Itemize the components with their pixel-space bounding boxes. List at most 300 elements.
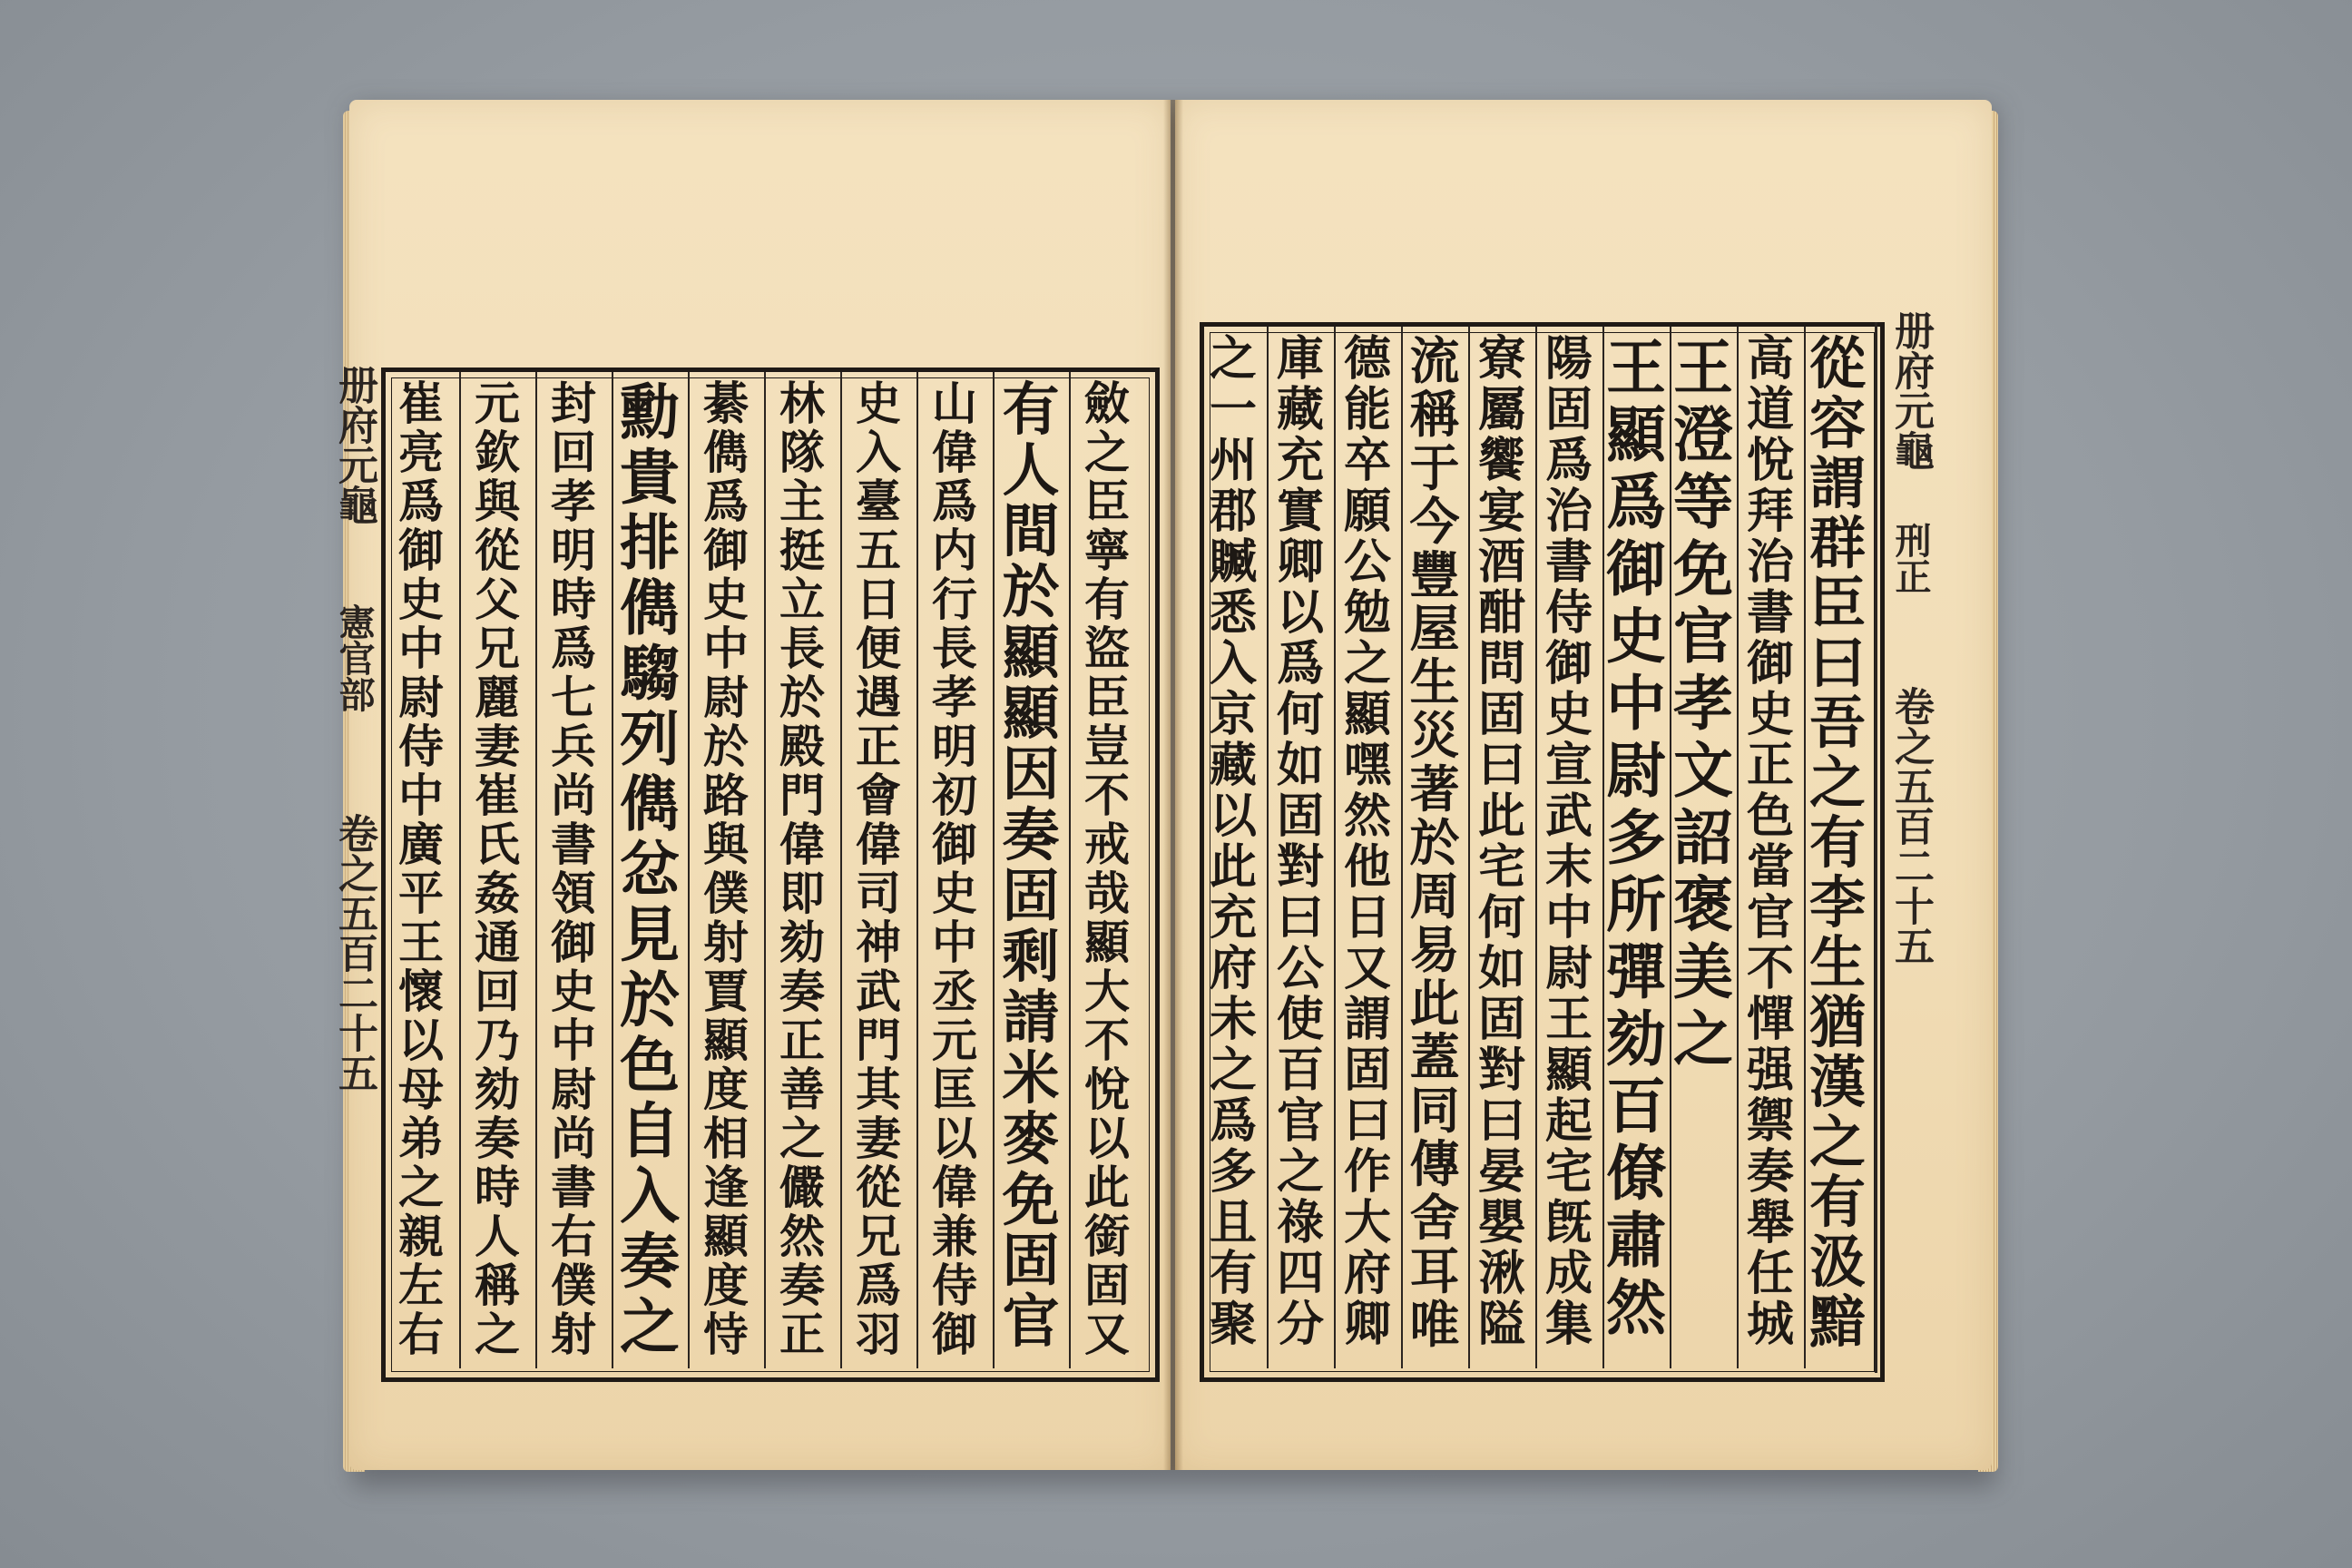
glyph: 回	[551, 426, 596, 479]
glyph: 兄	[856, 1210, 901, 1263]
glyph: 汲	[1808, 1229, 1866, 1295]
right-banxin-section: 刑正	[1889, 522, 1932, 594]
glyph: 氏	[475, 818, 520, 871]
glyph: 有	[1084, 573, 1130, 626]
glyph: 以	[398, 1014, 444, 1067]
glyph: 所	[1606, 869, 1666, 940]
glyph: 司	[856, 867, 901, 920]
glyph: 然	[1343, 789, 1391, 844]
glyph: 稱	[1409, 385, 1460, 444]
glyph: 臺	[856, 475, 901, 528]
glyph: 中	[551, 1014, 596, 1067]
glyph: 羽	[856, 1308, 901, 1361]
glyph: 有	[1209, 1246, 1257, 1301]
glyph: 何	[1477, 890, 1525, 946]
glyph: 偉	[932, 1161, 977, 1214]
glyph: 立	[779, 573, 825, 626]
glyph: 旣	[1544, 1195, 1592, 1250]
glyph: 固	[1276, 789, 1324, 844]
glyph: 固	[1477, 992, 1525, 1047]
glyph: 德	[1343, 331, 1391, 387]
glyph: 書	[551, 818, 596, 871]
book-gutter	[1163, 100, 1183, 1470]
glyph: 藏	[1276, 382, 1324, 437]
glyph: 御	[1606, 534, 1666, 604]
glyph: 乃	[475, 1014, 520, 1067]
glyph: 王	[1544, 992, 1592, 1047]
glyph: 色	[620, 1030, 680, 1101]
glyph: 以	[1084, 1112, 1130, 1165]
glyph: 百	[1606, 1071, 1666, 1142]
glyph: 忿	[620, 834, 680, 905]
glyph: 行	[932, 573, 977, 626]
glyph: 之	[475, 1308, 520, 1361]
glyph: 於	[1002, 558, 1060, 625]
glyph: 末	[1544, 839, 1592, 895]
glyph: 孝	[551, 475, 596, 528]
glyph: 奏	[1002, 801, 1060, 868]
glyph: 善	[779, 1063, 825, 1116]
glyph: 門	[779, 769, 825, 822]
glyph: 五	[856, 524, 901, 577]
glyph: 寮	[1477, 331, 1525, 387]
glyph: 庫	[1276, 331, 1324, 387]
glyph: 有	[1808, 1169, 1866, 1235]
glyph: 侍	[1544, 585, 1592, 641]
glyph: 尚	[551, 1112, 596, 1165]
glyph: 時	[475, 1161, 520, 1214]
left-banxin	[327, 327, 381, 1116]
glyph: 長	[932, 622, 977, 675]
glyph: 匡	[932, 1063, 977, 1116]
glyph: 使	[1276, 992, 1324, 1047]
glyph: 充	[1209, 890, 1257, 946]
glyph: 元	[475, 377, 520, 430]
glyph: 漢	[1808, 1049, 1866, 1115]
glyph: 從	[1808, 330, 1866, 397]
glyph: 貴	[620, 442, 680, 513]
glyph: 何	[1276, 687, 1324, 742]
glyph: 於	[779, 671, 825, 724]
glyph: 顯	[1002, 680, 1060, 747]
glyph: 流	[1409, 331, 1460, 390]
glyph: 哉	[1084, 867, 1130, 920]
glyph: 道	[1746, 382, 1794, 437]
glyph: 元	[932, 1014, 977, 1067]
glyph: 史	[551, 965, 596, 1018]
glyph: 史	[856, 377, 901, 430]
glyph: 晏	[1477, 1144, 1525, 1200]
glyph: 尉	[551, 1063, 596, 1116]
glyph: 卒	[1343, 433, 1391, 488]
glyph: 不	[1084, 1014, 1130, 1067]
glyph: 曰	[1808, 630, 1866, 696]
glyph: 主	[779, 475, 825, 528]
glyph: 爲	[1606, 466, 1666, 537]
glyph: 公	[1276, 941, 1324, 996]
glyph: 對	[1477, 1043, 1525, 1098]
glyph: 如	[1276, 738, 1324, 793]
glyph: 公	[1343, 534, 1391, 590]
glyph: 顯	[1544, 1043, 1592, 1098]
glyph: 劾	[475, 1063, 520, 1116]
glyph: 官	[1002, 1288, 1060, 1355]
glyph: 右	[551, 1210, 596, 1263]
glyph: 曰	[1343, 1093, 1391, 1149]
glyph: 之	[1209, 1043, 1257, 1098]
glyph: 且	[1209, 1195, 1257, 1250]
glyph: 卿	[1276, 534, 1324, 590]
glyph: 美	[1673, 936, 1733, 1007]
glyph: 之	[1209, 331, 1257, 387]
glyph: 亮	[398, 426, 444, 479]
glyph: 爲	[703, 475, 749, 528]
glyph: 爲	[1209, 1093, 1257, 1149]
glyph: 之	[1673, 1004, 1733, 1074]
glyph: 贓	[1209, 534, 1257, 590]
glyph: 封	[551, 377, 596, 430]
glyph: 奏	[1746, 1144, 1794, 1200]
glyph: 武	[856, 965, 901, 1018]
glyph: 憚	[1746, 992, 1794, 1047]
glyph: 任	[1746, 1246, 1794, 1301]
glyph: 顯	[1606, 399, 1666, 470]
glyph: 不	[1084, 769, 1130, 822]
glyph: 御	[1746, 636, 1794, 691]
glyph: 問	[1477, 636, 1525, 691]
glyph: 之	[779, 1112, 825, 1165]
glyph: 侍	[398, 720, 444, 773]
glyph: 中	[932, 916, 977, 969]
glyph: 生	[1808, 929, 1866, 995]
glyph: 大	[1084, 965, 1130, 1018]
glyph: 綦	[703, 377, 749, 430]
glyph: 門	[856, 1014, 901, 1067]
glyph: 此	[1209, 839, 1257, 895]
glyph: 顯	[703, 1014, 749, 1067]
glyph: 回	[475, 965, 520, 1018]
glyph: 之	[1084, 426, 1130, 479]
glyph: 一	[1209, 382, 1257, 437]
left-page-column	[914, 379, 995, 1359]
glyph: 賈	[703, 965, 749, 1018]
left-page-column	[533, 379, 614, 1359]
glyph: 嬰	[1477, 1195, 1525, 1250]
glyph: 於	[703, 720, 749, 773]
glyph: 入	[856, 426, 901, 479]
glyph: 御	[703, 524, 749, 577]
glyph: 謂	[1343, 992, 1391, 1047]
glyph: 度	[703, 1063, 749, 1116]
glyph: 然	[1606, 1272, 1666, 1343]
glyph: 他	[1343, 839, 1391, 895]
glyph: 王	[1606, 332, 1666, 403]
glyph: 偉	[779, 818, 825, 871]
glyph: 李	[1808, 869, 1866, 936]
glyph: 容	[1808, 390, 1866, 456]
glyph: 儁	[620, 573, 680, 643]
glyph: 臣	[1084, 671, 1130, 724]
glyph: 偉	[856, 818, 901, 871]
glyph: 爲	[551, 622, 596, 675]
glyph: 稱	[475, 1259, 520, 1312]
left-page-column	[380, 379, 462, 1359]
glyph: 蓋	[1409, 1027, 1460, 1086]
glyph: 度	[703, 1259, 749, 1312]
glyph: 中	[703, 622, 749, 675]
glyph: 嘿	[1343, 738, 1391, 793]
glyph: 之	[1276, 1144, 1324, 1200]
glyph: 列	[620, 703, 680, 774]
glyph: 史	[398, 573, 444, 626]
left-page-column	[609, 377, 691, 1362]
glyph: 曰	[1477, 1093, 1525, 1149]
glyph: 猶	[1808, 989, 1866, 1055]
glyph: 顯	[703, 1210, 749, 1263]
glyph: 人	[475, 1210, 520, 1263]
glyph: 此	[1477, 789, 1525, 844]
glyph: 州	[1209, 433, 1257, 488]
glyph: 拜	[1746, 484, 1794, 539]
glyph: 内	[932, 524, 977, 577]
glyph: 書	[1544, 534, 1592, 590]
glyph: 澄	[1673, 399, 1733, 470]
glyph: 逢	[703, 1161, 749, 1214]
glyph: 御	[932, 1308, 977, 1361]
glyph: 屬	[1477, 382, 1525, 437]
glyph: 七	[551, 671, 596, 724]
glyph: 以	[932, 1112, 977, 1165]
glyph: 悅	[1084, 1063, 1130, 1116]
glyph: 四	[1276, 1246, 1324, 1301]
glyph: 臣	[1808, 570, 1866, 636]
glyph: 願	[1343, 484, 1391, 539]
glyph: 爲	[856, 1259, 901, 1312]
left-page-column	[990, 376, 1072, 1355]
glyph: 豐	[1409, 545, 1460, 604]
glyph: 妻	[856, 1112, 901, 1165]
glyph: 官	[1746, 890, 1794, 946]
glyph: 多	[1209, 1144, 1257, 1200]
glyph: 僕	[551, 1259, 596, 1312]
glyph: 顯	[1002, 619, 1060, 686]
glyph: 與	[475, 475, 520, 528]
glyph: 御	[398, 524, 444, 577]
glyph: 等	[1673, 466, 1733, 537]
glyph: 作	[1343, 1144, 1391, 1200]
glyph: 曰	[1477, 738, 1525, 793]
glyph: 固	[1002, 1227, 1060, 1294]
glyph: 之	[398, 1161, 444, 1214]
glyph: 母	[398, 1063, 444, 1116]
glyph: 中	[398, 769, 444, 822]
glyph: 武	[1544, 789, 1592, 844]
glyph: 史	[1746, 687, 1794, 742]
glyph: 史	[1606, 601, 1666, 671]
glyph: 顯	[1343, 687, 1391, 742]
glyph: 治	[1746, 534, 1794, 590]
glyph: 爲	[932, 475, 977, 528]
left-banxin-section: 憲官部	[333, 603, 376, 712]
left-page-column	[685, 379, 767, 1359]
right-banxin-volume: 卷之五百二十五	[1887, 686, 1934, 965]
glyph: 奏	[779, 1259, 825, 1312]
glyph: 弟	[398, 1112, 444, 1165]
glyph: 正	[1746, 738, 1794, 793]
glyph: 丞	[932, 965, 977, 1018]
glyph: 尉	[398, 671, 444, 724]
glyph: 祿	[1276, 1195, 1324, 1250]
glyph: 悅	[1746, 433, 1794, 488]
glyph: 酣	[1477, 585, 1525, 641]
glyph: 藏	[1209, 738, 1257, 793]
glyph: 褒	[1673, 869, 1733, 940]
glyph: 即	[779, 867, 825, 920]
glyph: 舉	[1746, 1195, 1794, 1250]
glyph: 易	[1409, 920, 1460, 979]
glyph: 儼	[779, 1161, 825, 1214]
glyph: 書	[1746, 585, 1794, 641]
glyph: 酒	[1477, 534, 1525, 590]
glyph: 長	[779, 622, 825, 675]
glyph: 以	[1276, 585, 1324, 641]
glyph: 斂	[1084, 377, 1130, 430]
glyph: 相	[703, 1112, 749, 1165]
glyph: 正	[779, 1014, 825, 1067]
glyph: 悉	[1209, 585, 1257, 641]
glyph: 見	[620, 899, 680, 970]
glyph: 百	[1276, 1043, 1324, 1098]
left-page-column	[761, 379, 843, 1359]
glyph: 不	[1746, 941, 1794, 996]
glyph: 唯	[1409, 1295, 1460, 1354]
glyph: 免	[1673, 534, 1733, 604]
glyph: 通	[475, 916, 520, 969]
glyph: 平	[398, 867, 444, 920]
left-page-column	[1066, 379, 1148, 1359]
glyph: 色	[1746, 789, 1794, 844]
glyph: 兄	[475, 622, 520, 675]
glyph: 孝	[1673, 668, 1733, 739]
glyph: 强	[1746, 1043, 1794, 1098]
glyph: 尉	[1544, 941, 1592, 996]
glyph: 麥	[1002, 1105, 1060, 1172]
glyph: 曰	[1276, 890, 1324, 946]
glyph: 陽	[1544, 331, 1592, 387]
glyph: 廣	[398, 818, 444, 871]
glyph: 之	[620, 1291, 680, 1362]
glyph: 爲	[1544, 433, 1592, 488]
glyph: 黯	[1808, 1289, 1866, 1355]
glyph: 起	[1544, 1093, 1592, 1149]
glyph: 實	[1276, 484, 1324, 539]
glyph: 林	[779, 377, 825, 430]
glyph: 爲	[398, 475, 444, 528]
glyph: 米	[1002, 1044, 1060, 1112]
glyph: 從	[475, 524, 520, 577]
glyph: 御	[932, 818, 977, 871]
glyph: 之	[1808, 1109, 1866, 1175]
glyph: 右	[398, 1308, 444, 1361]
glyph: 御	[1544, 636, 1592, 691]
glyph: 如	[1477, 941, 1525, 996]
glyph: 戒	[1084, 818, 1130, 871]
glyph: 明	[551, 524, 596, 577]
glyph: 殿	[779, 720, 825, 773]
glyph: 城	[1746, 1297, 1794, 1352]
glyph: 盜	[1084, 622, 1130, 675]
glyph: 集	[1544, 1297, 1592, 1352]
glyph: 神	[856, 916, 901, 969]
glyph: 固	[1084, 1259, 1130, 1312]
glyph: 然	[779, 1210, 825, 1263]
glyph: 妻	[475, 720, 520, 773]
glyph: 今	[1409, 492, 1460, 551]
glyph: 僕	[703, 867, 749, 920]
glyph: 府	[1343, 1246, 1391, 1301]
glyph: 顯	[1084, 916, 1130, 969]
glyph: 騶	[620, 638, 680, 709]
glyph: 書	[551, 1161, 596, 1214]
glyph: 山	[932, 377, 977, 430]
glyph: 懷	[398, 965, 444, 1018]
glyph: 文	[1673, 735, 1733, 806]
glyph: 同	[1409, 1081, 1460, 1140]
glyph: 其	[856, 1063, 901, 1116]
glyph: 府	[1209, 941, 1257, 996]
glyph: 耳	[1409, 1241, 1460, 1300]
glyph: 宴	[1477, 484, 1525, 539]
glyph: 尚	[551, 769, 596, 822]
glyph: 會	[856, 769, 901, 822]
glyph: 領	[551, 867, 596, 920]
glyph: 兵	[551, 720, 596, 773]
glyph: 分	[1276, 1297, 1324, 1352]
glyph: 初	[932, 769, 977, 822]
glyph: 姦	[475, 867, 520, 920]
glyph: 爲	[1276, 636, 1324, 691]
glyph: 日	[856, 573, 901, 626]
glyph: 豈	[1084, 720, 1130, 773]
glyph: 謂	[1808, 450, 1866, 516]
left-banxin-title: 册府元龜	[331, 365, 377, 524]
glyph: 孝	[932, 671, 977, 724]
glyph: 奏	[779, 965, 825, 1018]
glyph: 侍	[932, 1259, 977, 1312]
glyph: 恃	[703, 1308, 749, 1361]
glyph: 有	[1808, 809, 1866, 876]
glyph: 剩	[1002, 923, 1060, 990]
glyph: 當	[1746, 839, 1794, 895]
left-banxin-volume: 卷之五百二十五	[331, 813, 377, 1093]
glyph: 史	[703, 573, 749, 626]
glyph: 日	[1343, 890, 1391, 946]
glyph: 此	[1084, 1161, 1130, 1214]
glyph: 尉	[703, 671, 749, 724]
glyph: 又	[1084, 1308, 1130, 1361]
glyph: 兼	[932, 1210, 977, 1263]
glyph: 入	[620, 1161, 680, 1231]
glyph: 肅	[1606, 1205, 1666, 1276]
glyph: 固	[1544, 382, 1592, 437]
glyph: 王	[398, 916, 444, 969]
glyph: 於	[620, 965, 680, 1035]
glyph: 宅	[1477, 839, 1525, 895]
glyph: 詔	[1673, 802, 1733, 873]
glyph: 大	[1343, 1195, 1391, 1250]
glyph: 固	[1477, 687, 1525, 742]
glyph: 史	[932, 867, 977, 920]
